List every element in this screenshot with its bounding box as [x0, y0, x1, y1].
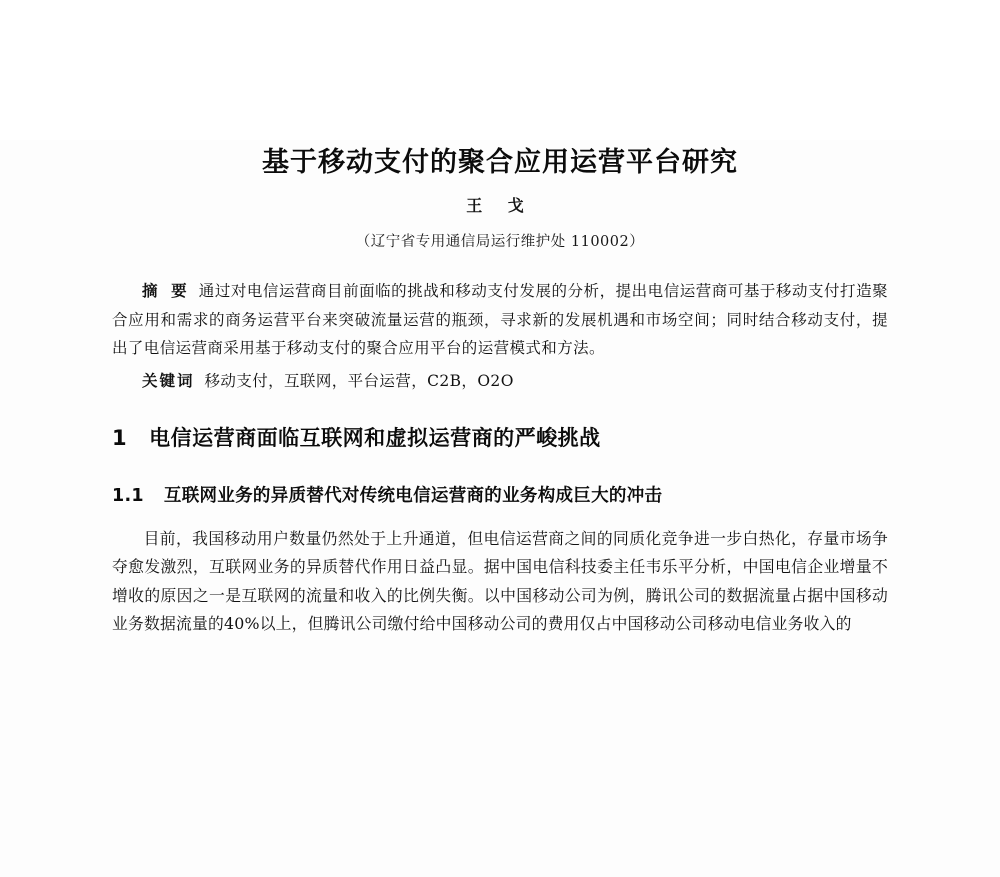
section-heading-1-1 [112, 482, 888, 507]
section-number-1-1: 1.1 [112, 485, 144, 506]
section-number-1: 1 [112, 425, 128, 450]
abstract-block [112, 277, 888, 363]
abstract-label: 摘 要 [142, 282, 191, 300]
section-heading-1 [112, 422, 888, 452]
keywords-label: 关键词 [142, 372, 195, 391]
paper-page [0, 140, 1000, 877]
author-name: 王 戈 [466, 196, 534, 215]
abstract-text: 通过对电信运营商目前面临的挑战和移动支付发展的分析，提出电信运营商可基于移动支付打造聚合应用和需求的商务运营平台来突破流量运营的瓶颈，寻求新的发展机遇和市场空间；同时结合移动支付，提出了电信运营商采用基于移动支付的聚合应用平台的运营模式和方法。 [112, 282, 888, 358]
section-title-1-1: 互联网业务的异质替代对传统电信运营商的业务构成巨大的冲击 [163, 485, 663, 506]
author-affiliation: （辽宁省专用通信局运行维护处 110002） [355, 234, 645, 250]
section-title-1: 电信运营商面临互联网和虚拟运营商的严峻挑战 [149, 425, 601, 450]
page-title: 基于移动支付的聚合应用运营平台研究 [262, 147, 738, 178]
body-paragraph: 目前，我国移动用户数量仍然处于上升通道，但电信运营商之间的同质化竞争进一步白热化，存量市场争夺愈发激烈，互联网业务的异质替代作用日益凸显。据中国电信科技委主任韦乐平分析，中国电信企业增量不增收的原因之一是互联网的流量和收入的比例失衡。以中国移动公司为例，腾讯公司的数据流量占据中国移动业务数据流量的40%以上，但腾讯公司缴付给中国移动公司的费用仅占中国移动公司移动电信业务收入的 [112, 528, 888, 633]
keywords-text: 移动支付，互联网，平台运营，C2B，O2O [204, 372, 514, 391]
keywords-block [112, 367, 888, 396]
